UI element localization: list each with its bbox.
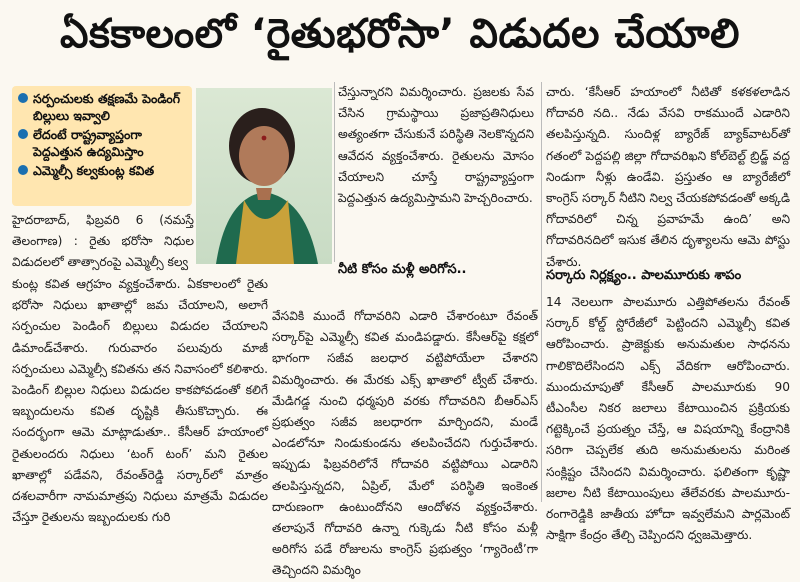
paragraph: కుంట్ల కవిత ఆగ్రహం వ్యక్తంచేశారు. ఏకకాలంలో రైతు భరోసా నిధులు ఖాతాల్లో జమ చేయాలని, అలాగే సర్పంచుల పెండింగ్ బిల్లులు విడుదల చేయాలని డిమాండ్‌చేశారు. గురువారం పలువురు మాజీ సర్పంచులు ఎమ్మెల్సీ కవితను తన నివాసంలో కలిశారు. పెండింగ్ బిల్లుల నిధులు విడుదల కాకపోవడంతో కలిగే ఇబ్బందులను కవిత దృష్టికి తీసుకొచ్చారు. ఈ సందర్భంగా ఆమె మాట్లాడుతూ.. కేసీఆర్ హయాంలో రైతులందరు నిధులు ‘టంగ్ టంగ్’ మని రైతుల ఖాతాల్లో పడేవని, రేవంత్‌రెడ్డి సర్కార్‌లో మాత్రం దశలవారీగా నామమాత్రపు నిధులు మాత్రమే విడుదల చేస్తూ రైతులను ఇబ్బందులకు గురి	[12, 277, 268, 525]
bullet-icon	[18, 129, 28, 139]
paragraph: చారు. ‘కేసీఆర్ హయాంలో నీటితో కళకళలాడిన గోదావరి నది.. నేడు వేసవి రాకముందే ఎడారిని తలపిస్తున్నది. సుందిళ్ల బ్యారేజ్ బ్యాక్‌వాటర్‌తో గతంలో పెద్దపల్లి జిల్లా గోదావరిఖని కోల్‌బెల్ట్ బ్రిడ్జ్ వద్ద నిండుగా నీళ్లు ఉండేవి. ప్రస్తుతం ఆ బ్యారేజీలో కాంగ్రెస్ సర్కార్ నీటిని నిల్వ చేయకపోవడంతో అక్కడి గోదావరిలో చిన్న ప్రవాహమే ఉంది’ అని గోదావరినదిలో ఇసుక తేలిన దృశ్యాలను ఆమె పోస్టు చేశారు.	[546, 85, 790, 269]
highlights-box	[12, 86, 192, 206]
portrait-photo	[196, 88, 332, 264]
article-column-1a	[12, 210, 194, 274]
paragraph: వేసవికి ముందే గోదావరిని ఎడారి చేశారంటూ రేవంత్ సర్కార్‌పై ఎమ్మెల్సీ కవిత మండిపడ్డారు. కేసీఆర్‌పై కక్షలో భాగంగా సజీవ జలధార వట్టిపోయేలా చేశారని విమర్శించారు. ఈ మేరకు ఎక్స్ ఖాతాలో ట్వీట్ చేశారు. మేడిగడ్డ నుంచి ధర్మపురి వరకు గోదావరిని బీఆర్‌ఎస్ ప్రభుత్వం సజీవ జలధారగా మార్చిందని, మండే ఎండలోనూ నిండుకుండను తలపించేదని గుర్తుచేశారు. ఇప్పుడు ఫిబ్రవరిలోనే గోదావరి వట్టిపోయి ఎడారిని తలపిస్తున్నదని, ఏప్రిల్, మేలో పరిస్థితి ఇంకెంత దారుణంగా ఉంటుందోనని ఆందోళన వ్యక్తంచేశారు. తలాపునే గోదావరి ఉన్నా గుక్కెడు నీటి కోసం మళ్లీ అరిగోస పడే రోజులను కాంగ్రెస్ ప్రభుత్వం ‘గ్యారెంటీ’గా తెచ్చిందని విమర్శిం	[272, 309, 538, 578]
article-column-3b	[546, 292, 790, 546]
paragraph: 14 నెలలుగా పాలమూరు ఎత్తిపోతలను రేవంత్ సర్కార్ కోల్డ్ స్టోరేజీలో పెట్టిందని ఎమ్మెల్సీ కవిత ఆరోపించారు. ప్రాజెక్టుకు అనుమతుల సాధనను గాలికొదిలేసిందని ఎక్స్ వేదికగా ఆరోపించారు. ముందుచూపుతో కేసీఆర్ పాలమూరుకు 90 టీఎంసీల నికర జలాలు కేటాయించిన ప్రక్రియకు గట్టెక్కించే ప్రయత్నం చేస్తే, ఆ విషయాన్ని కేంద్రానికి సరిగా చెప్పలేక తుది అనుమతులను మరింత సంక్లిష్టం చేసిందని విమర్శించారు. ఫలితంగా కృష్ణా జలాల నీటి కేటాయింపులు తేలేవరకు పాలమూరు-రంగారెడ్డికి జాతీయ హోదా ఇవ్వలేమని పార్లమెంట్ సాక్షిగా కేంద్రం తేల్చి చెప్పిందని ధ్వజమెత్తారు.	[546, 295, 790, 543]
article-column-2a	[338, 82, 534, 209]
highlight-text: సర్పంచులకు తక్షణమే పెండింగ్ బిల్లులు ఇవ్వాలి	[33, 91, 181, 123]
subheading: సర్కారు నిర్లక్ష్యం.. పాలమూరుకు శాపం	[546, 268, 742, 283]
column-divider	[541, 82, 542, 502]
article-column-1b	[12, 274, 268, 528]
subheading: నీటి కోసం మళ్లీ అరిగోస..	[338, 262, 467, 277]
article-column-2b	[272, 306, 538, 582]
bullet-icon	[18, 93, 28, 103]
highlight-item	[18, 90, 186, 124]
paragraph: హైదరాబాద్, ఫిబ్రవరి 6 (నమస్తే తెలంగాణ) : రైతు భరోసా నిధుల విడుదలలో తాత్సారంపై ఎమ్మెల్సీ కల్వ	[12, 213, 194, 270]
highlight-item	[18, 162, 186, 179]
highlight-text: లేదంటే రాష్ట్రవ్యాప్తంగా పెద్దఎత్తున ఉద్యమిస్తాం	[33, 127, 144, 159]
article-column-3	[546, 82, 790, 273]
paragraph: చేస్తున్నారని విమర్శించారు. ప్రజలకు సేవ చేసిన గ్రామస్థాయి ప్రజాప్రతినిధులు అత్యంతగా చేసుకునే పరిస్థితి నెలకొన్నదని ఆవేదన వ్యక్తంచేశారు. రైతులను మోసం చేయాలని చూస్తే రాష్ట్రవ్యాప్తంగా పెద్దఎత్తున ఉద్యమిస్తామని హెచ్చరించారు.	[338, 85, 534, 206]
bullet-icon	[18, 165, 28, 175]
column-divider	[334, 82, 335, 262]
highlight-item	[18, 126, 186, 160]
headline: ఏకకాలంలో ‘రైతుభరోసా’ విడుదల చేయాలి	[60, 11, 740, 57]
highlight-text: ఎమ్మెల్సీ కల్వకుంట్ల కవిత	[33, 163, 155, 178]
